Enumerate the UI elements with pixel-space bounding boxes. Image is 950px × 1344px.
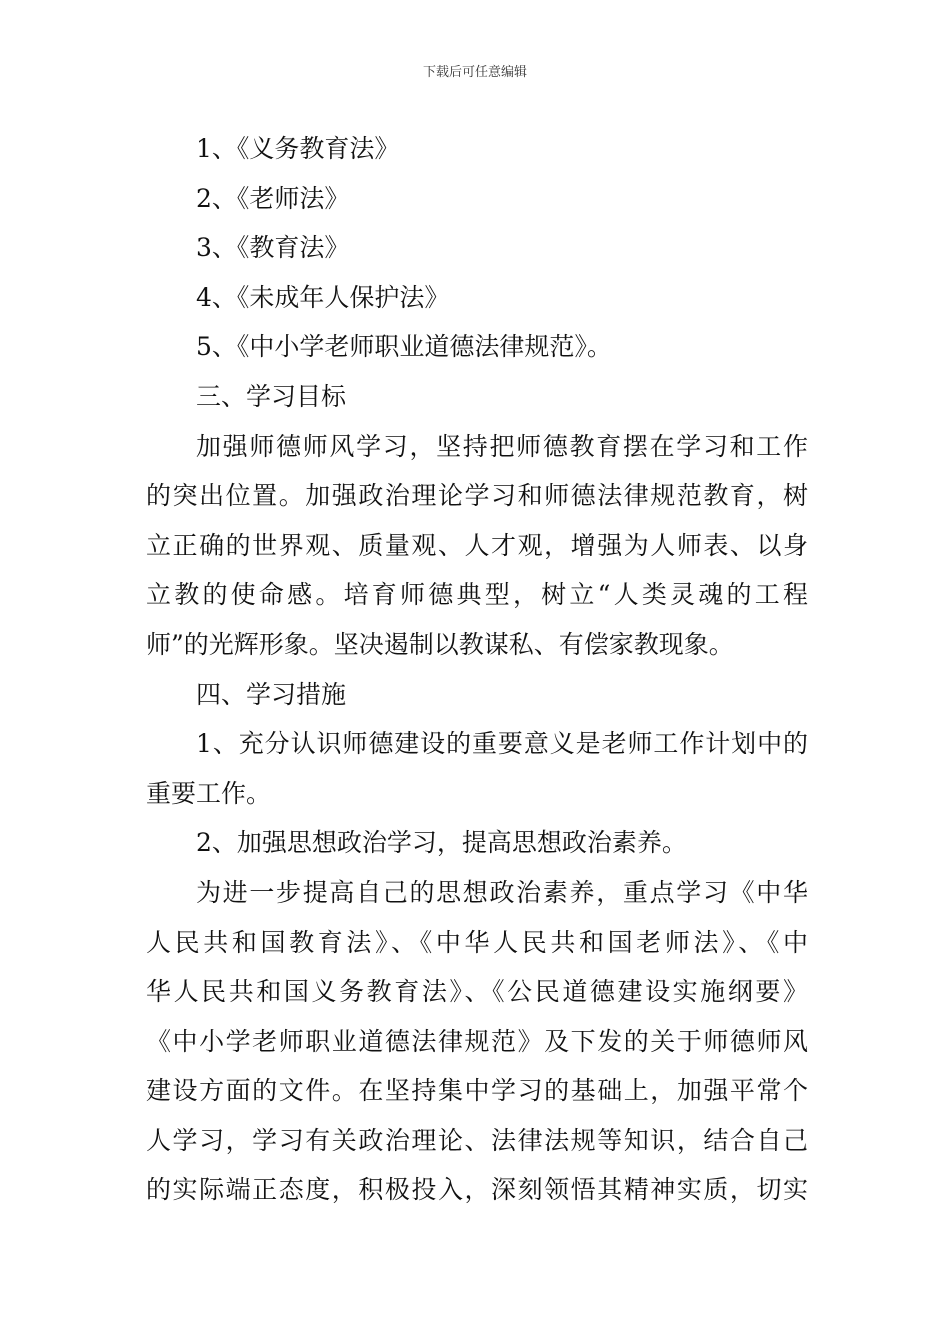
paragraph-line: 加强师德师风学习，坚持把师德教育摆在学习和工作: [196, 431, 808, 461]
list-item-5: 5、《中小学老师职业道德法律规范》。: [196, 332, 612, 362]
list-item-1: 1、《义务教育法》: [196, 134, 400, 163]
list-item-3: 3、《教育法》: [196, 233, 350, 263]
paragraph-line: 的突出位置。加强政治理论学习和师德法律规范教育，树: [146, 481, 808, 511]
paragraph-line: 重要工作。: [146, 778, 272, 808]
list-item-4: 4、《未成年人保护法》: [196, 282, 450, 312]
paragraph-line: 的实际端正态度，积极投入，深刻领悟其精神实质，切实: [146, 1175, 808, 1205]
paragraph-line: 人学习，学习有关政治理论、法律法规等知识，结合自己: [146, 1125, 808, 1155]
paragraph-line: 为进一步提高自己的思想政治素养，重点学习《中华: [196, 877, 808, 907]
paragraph-line: 华人民共和国义务教育法》、《公民道德建设实施纲要》: [146, 977, 808, 1007]
paragraph-line: 2、加强思想政治学习，提高思想政治素养。: [196, 828, 687, 858]
paragraph-line: 《中小学老师职业道德法律规范》及下发的关于师德师风: [146, 1026, 808, 1056]
paragraph-line: 师”的光辉形象。坚决遏制以教谋私、有偿家教现象。: [146, 629, 734, 659]
section-heading-3: 三、学习目标: [196, 381, 347, 411]
paragraph-line: 1、充分认识师德建设的重要意义是老师工作计划中的: [196, 729, 808, 759]
paragraph-line: 立教的使命感。培育师德典型，树立“人类灵魂的工程: [146, 580, 808, 610]
document-body: [146, 124, 808, 1215]
paragraph-line: 人民共和国教育法》、《中华人民共和国老师法》、《中: [146, 927, 808, 957]
paragraph-line: 立正确的世界观、质量观、人才观，增强为人师表、以身: [146, 530, 808, 560]
section-heading-4: 四、学习措施: [196, 679, 347, 709]
page-header: 下载后可任意编辑: [422, 65, 527, 80]
list-item-2: 2、《老师法》: [196, 183, 350, 213]
paragraph-line: 建设方面的文件。在坚持集中学习的基础上，加强平常个: [146, 1076, 808, 1106]
